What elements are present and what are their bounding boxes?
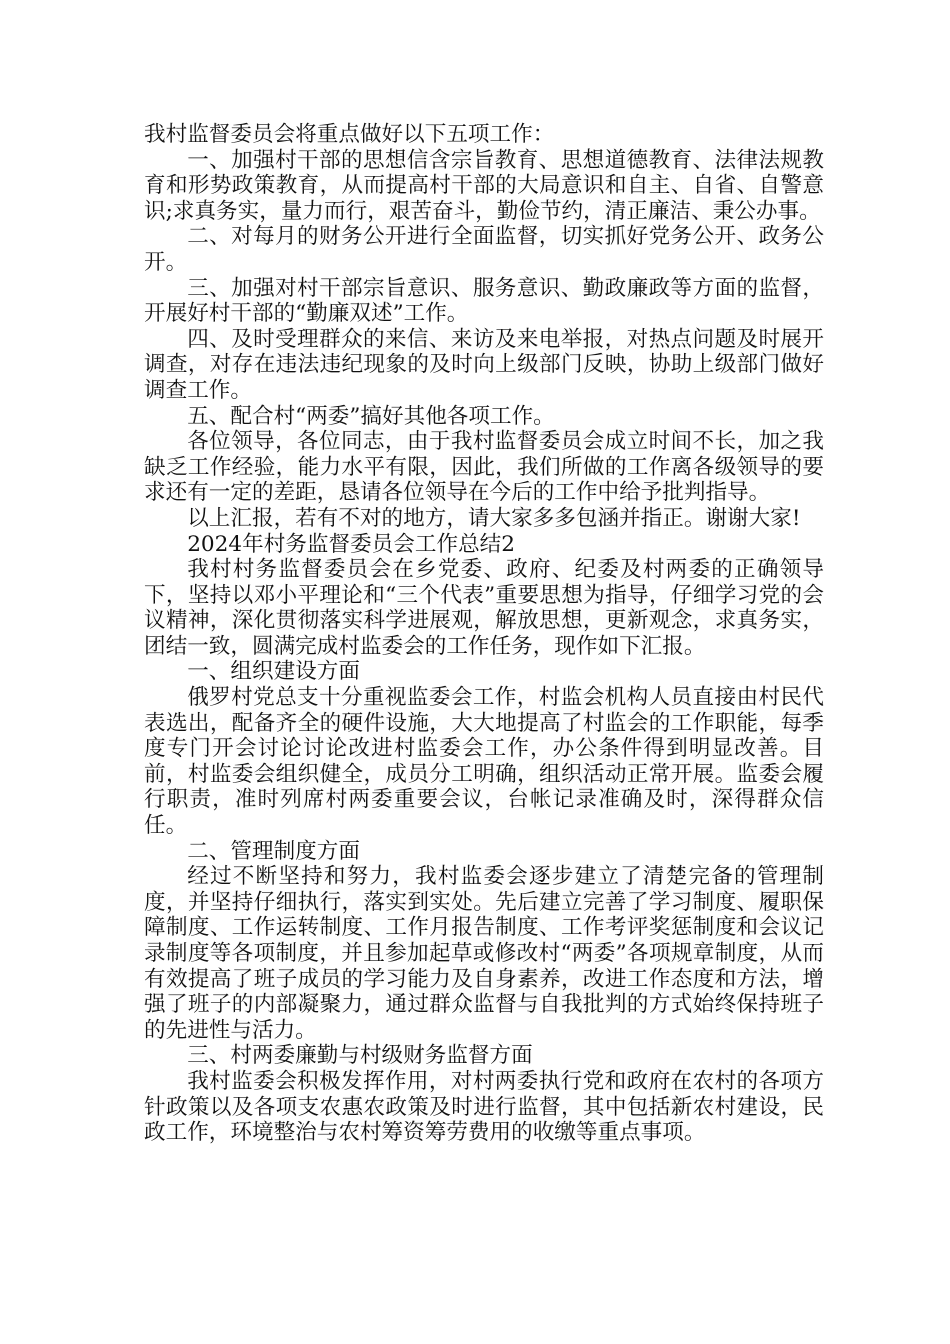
item-two-paragraph: 二、对每月的财务公开进行全面监督，切实抓好党务公开、政务公开。 — [144, 224, 824, 275]
item-one-paragraph: 一、加强村干部的思想信含宗旨教育、思想道德教育、法律法规教育和形势政策教育，从而提高村干部的大局意识和自主、自省、自警意识;求真务实，量力而行，艰苦奋斗，勤俭节约，清正廉洁、秉公办事。 — [144, 147, 824, 224]
item-three-paragraph: 三、加强对村干部宗旨意识、服务意识、勤政廉政等方面的监督，开展好村干部的“勤廉双述”工作。 — [144, 275, 824, 327]
closing-paragraph: 各位领导，各位同志，由于我村监督委员会成立时间不长，加之我缺乏工作经验，能力水平有限，因此，我们所做的工作离各级领导的要求还有一定的差距，恳请各位领导在今后的工作中给予批判指导。 — [144, 429, 824, 506]
intro-paragraph: 我村监督委员会将重点做好以下五项工作： — [144, 122, 555, 147]
supervision-paragraph: 我村监委会积极发挥作用，对村两委执行党和政府在农村的各项方针政策以及各项支农惠农政策及时进行监督，其中包括新农村建设，民政工作，环境整治与农村筹资筹劳费用的收缴等重点事项。 — [144, 1068, 824, 1146]
organization-paragraph: 俄罗村党总支十分重视监委会工作，村监会机构人员直接由村民代表选出，配备齐全的硬件设施，大大地提高了村监会的工作职能，每季度专门开会讨论讨论改进村监委会工作，办公条件得到明显改善。目前，村监委会组织健全，成员分工明确，组织活动正常开展。监委会履行职责，准时列席村两委重要会议，台帐记录准确及时，深得群众信任。 — [144, 685, 824, 839]
thanks-paragraph: 以上汇报，若有不对的地方，请大家多多包涵并指正。谢谢大家! — [187, 505, 801, 531]
document-page — [144, 122, 824, 1146]
item-five-paragraph: 五、配合村“两委”搞好其他各项工作。 — [187, 403, 555, 429]
summary-intro-paragraph: 我村村务监督委员会在乡党委、政府、纪委及村两委的正确领导下，坚持以邓小平理论和“三个代表”重要思想为指导，仔细学习党的会议精神，深化贯彻落实科学进展观，解放思想，更新观念，求真务实，团结一致，圆满完成村监委会的工作任务，现作如下汇报。 — [144, 557, 824, 659]
heading-supervision: 三、村两委廉勤与村级财务监督方面 — [187, 1043, 533, 1069]
heading-management: 二、管理制度方面 — [187, 838, 360, 864]
heading-organization: 一、组织建设方面 — [187, 659, 360, 685]
management-paragraph: 经过不断坚持和努力，我村监委会逐步建立了清楚完备的管理制度，并坚持仔细执行，落实到实处。先后建立完善了学习制度、履职保障制度、工作运转制度、工作月报告制度、工作考评奖惩制度和会议记录制度等各项制度，并且参加起草或修改村“两委”各项规章制度，从而有效提高了班子成员的学习能力及自身素养，改进工作态度和方法，增强了班子的内部凝聚力，通过群众监督与自我批判的方式始终保持班子的先进性与活力。 — [144, 864, 824, 1043]
item-four-paragraph: 四、及时受理群众的来信、来访及来电举报，对热点问题及时展开调查，对存在违法违纪现象的及时向上级部门反映，协助上级部门做好调查工作。 — [144, 326, 824, 403]
section-title: 2024年村务监督委员会工作总结2 — [187, 531, 516, 557]
